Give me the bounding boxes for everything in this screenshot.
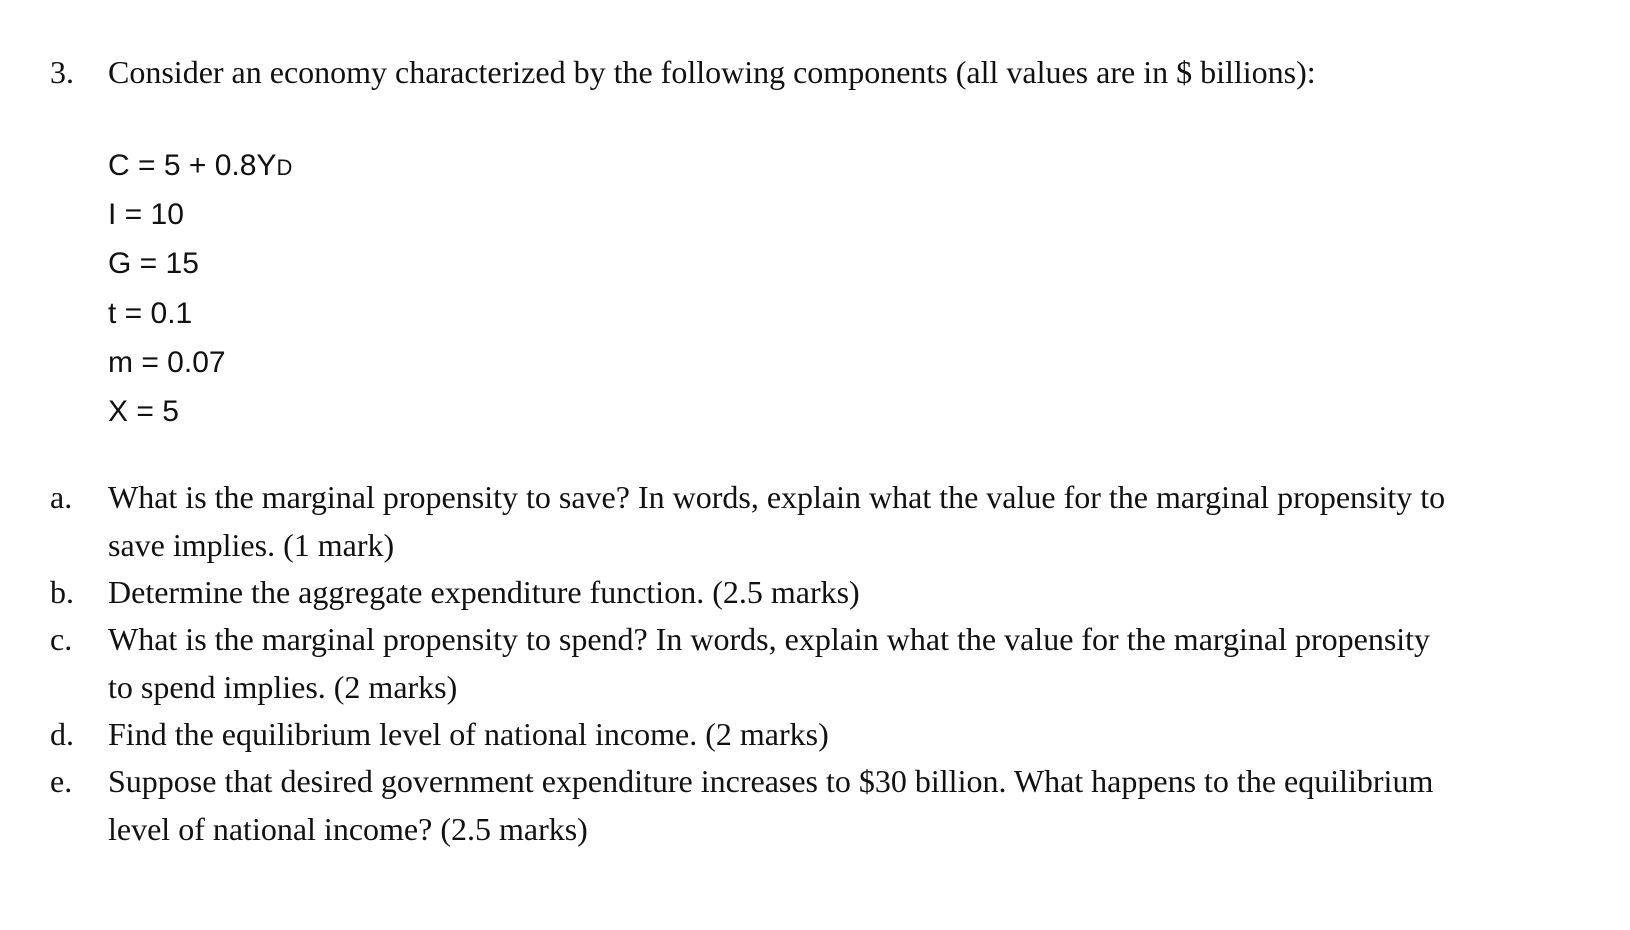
equation-text: X = 5 xyxy=(108,394,179,428)
equation-import-propensity xyxy=(108,343,293,392)
question-parts xyxy=(50,473,1550,852)
part-text: Determine the aggregate expenditure function. (2.5 marks) xyxy=(108,574,860,610)
equation-consumption xyxy=(108,146,293,195)
part-c xyxy=(50,615,1550,711)
part-d xyxy=(50,710,1550,758)
part-text: What is the marginal propensity to save? In words, explain what the value for the marginal propensity to save implies. (1 mark) xyxy=(108,479,1446,563)
equation-text: I = 10 xyxy=(108,198,184,232)
part-label: c. xyxy=(50,621,73,657)
question-number: 3. xyxy=(50,54,74,90)
equation-government xyxy=(108,244,293,293)
equation-text: C = 5 + 0.8Y xyxy=(108,149,277,182)
part-e xyxy=(50,757,1550,853)
question-header xyxy=(50,52,1316,92)
part-a xyxy=(50,473,1550,569)
part-text: Suppose that desired government expenditure increases to $30 billion. What happens to the equilibrium level of national income? (2.5 marks) xyxy=(108,763,1434,847)
part-text: What is the marginal propensity to spend? In words, explain what the value for the marginal propensity to spend implies. (2 marks) xyxy=(108,621,1431,705)
equation-investment xyxy=(108,195,293,244)
part-b xyxy=(50,568,1550,616)
question-intro: Consider an economy characterized by the following components (all values are in $ billions): xyxy=(108,54,1316,90)
equation-tax-rate xyxy=(108,294,293,343)
part-label: d. xyxy=(50,716,74,752)
equation-subscript: D xyxy=(276,155,294,180)
equation-text: G = 15 xyxy=(108,247,199,281)
part-text: Find the equilibrium level of national income. (2 marks) xyxy=(108,716,829,752)
given-equations xyxy=(108,146,293,441)
part-label: b. xyxy=(50,574,74,610)
equation-text: t = 0.1 xyxy=(108,296,193,330)
equation-text: m = 0.07 xyxy=(108,345,226,379)
part-label: a. xyxy=(50,479,73,515)
equation-exports xyxy=(108,392,293,441)
part-label: e. xyxy=(50,763,73,799)
